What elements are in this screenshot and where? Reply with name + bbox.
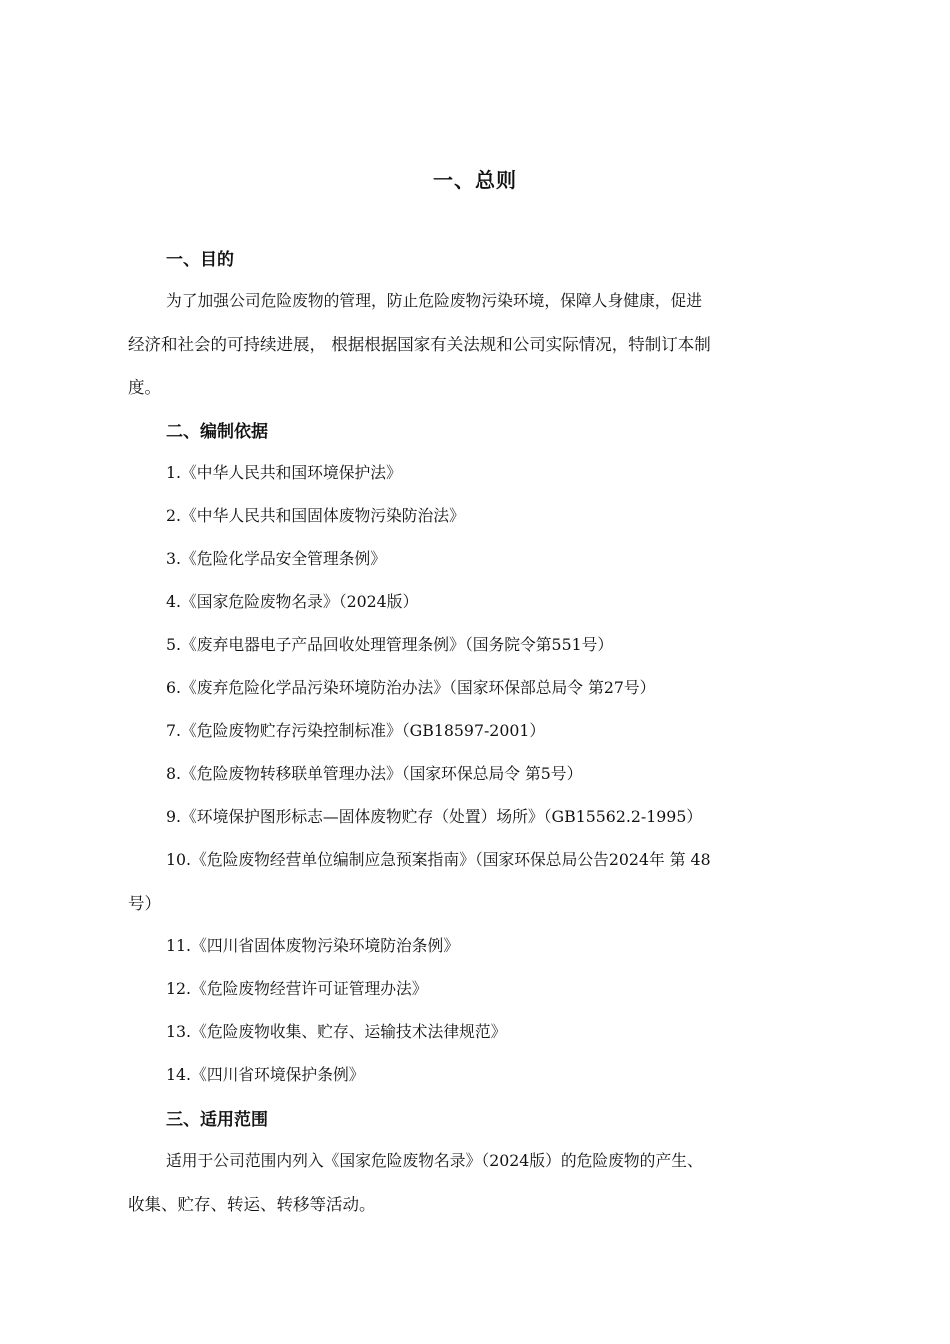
list-item: 14.《四川省环境保护条例》 <box>166 1065 365 1084</box>
chapter-title: 一、总则 <box>433 168 517 192</box>
paragraph-line: 经济和社会的可持续进展， 根据根据国家有关法规和公司实际情况，特制订本制 <box>128 335 711 354</box>
paragraph-line: 为了加强公司危险废物的管理，防止危险废物污染环境，保障人身健康，促进 <box>166 291 703 310</box>
list-item: 13.《危险废物收集、贮存、运输技术法律规范》 <box>166 1022 507 1041</box>
list-item: 5.《废弃电器电子产品回收处理管理条例》（国务院令第551号） <box>166 635 614 654</box>
section-heading-basis: 二、编制依据 <box>166 422 268 442</box>
list-item: 2.《中华人民共和国固体废物污染防治法》 <box>166 506 465 525</box>
section-heading-scope: 三、适用范围 <box>166 1110 268 1130</box>
list-item: 4.《国家危险废物名录》（2024版） <box>166 592 419 611</box>
list-item: 7.《危险废物贮存污染控制标准》（GB18597-2001） <box>166 721 546 740</box>
paragraph-line: 度。 <box>128 378 161 397</box>
list-item: 11.《四川省固体废物污染环境防治条例》 <box>166 936 460 955</box>
list-item: 6.《废弃危险化学品污染环境防治办法》（国家环保部总局令 第27号） <box>166 678 656 697</box>
list-item: 9.《环境保护图形标志—固体废物贮存（处置）场所》（GB15562.2-1995） <box>166 807 703 826</box>
list-item: 1.《中华人民共和国环境保护法》 <box>166 463 402 482</box>
list-item: 8.《危险废物转移联单管理办法》（国家环保总局令 第5号） <box>166 764 583 783</box>
section-heading-purpose: 一、目的 <box>166 250 234 270</box>
list-item-continuation: 号） <box>128 894 161 913</box>
paragraph-line: 收集、贮存、转运、转移等活动。 <box>128 1195 376 1214</box>
paragraph-line: 适用于公司范围内列入《国家危险废物名录》（2024版）的危险废物的产生、 <box>166 1151 703 1170</box>
list-item: 12.《危险废物经营许可证管理办法》 <box>166 979 428 998</box>
list-item: 3.《危险化学品安全管理条例》 <box>166 549 386 568</box>
list-item: 10.《危险废物经营单位编制应急预案指南》（国家环保总局公告2024年 第 48 <box>166 850 711 869</box>
